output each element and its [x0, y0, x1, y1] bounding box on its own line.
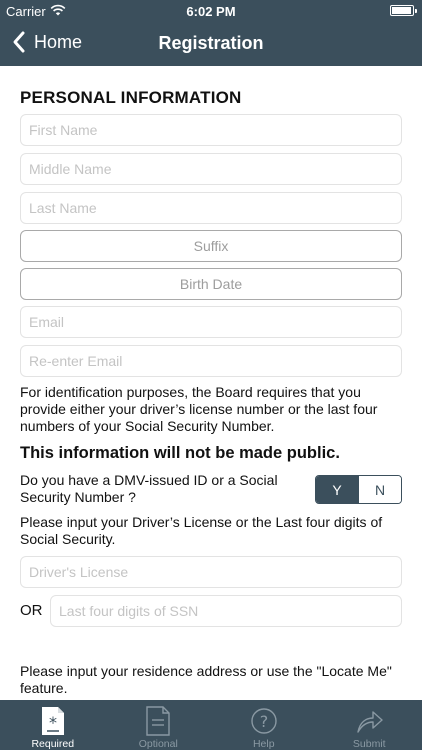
tab-required-label: Required	[31, 738, 75, 750]
tab-help-label: Help	[252, 738, 275, 750]
address-prompt: Please input your residence address or use the "Locate Me" feature.	[20, 663, 392, 696]
tab-submit-label: Submit	[352, 738, 386, 750]
public-notice: This information will not be made public.	[20, 444, 340, 462]
status-bar	[0, 0, 422, 22]
svg-text:*: *	[48, 713, 57, 732]
registration-form	[0, 66, 422, 700]
tab-required[interactable]	[0, 700, 106, 750]
tab-optional-label: Optional	[138, 738, 178, 750]
no-option[interactable]: N	[358, 476, 401, 503]
carrier-label: Carrier	[6, 4, 46, 19]
chevron-left-icon	[10, 30, 30, 54]
drivers-license-input[interactable]	[20, 556, 402, 588]
email-input[interactable]	[20, 306, 402, 338]
ssn-last-four-input[interactable]	[50, 595, 402, 627]
or-label: OR	[20, 602, 43, 619]
first-name-input[interactable]	[20, 114, 402, 146]
identification-notice: For identification purposes, the Board requires that you provide either your driver’s license number or the last four numbers of your Social Security Number.	[20, 384, 378, 434]
submit-arrow-icon	[354, 706, 384, 736]
dmv-yes-no-toggle[interactable]	[315, 475, 402, 504]
navigation-bar	[0, 22, 422, 66]
tab-bar	[0, 700, 422, 750]
section-title: PERSONAL INFORMATION	[20, 88, 242, 107]
tab-optional[interactable]	[106, 700, 212, 750]
license-prompt: Please input your Driver’s License or the Last four digits of Social Security.	[20, 514, 383, 547]
last-name-input[interactable]	[20, 192, 402, 224]
optional-doc-icon	[143, 706, 173, 736]
page-title: Registration	[158, 33, 264, 53]
tab-help[interactable]	[211, 700, 317, 750]
battery-icon	[390, 5, 414, 16]
dmv-question: Do you have a DMV-issued ID or a Social Security Number ?	[20, 472, 278, 505]
clock: 6:02 PM	[186, 4, 236, 19]
suffix-selector[interactable]: Suffix	[20, 230, 402, 262]
yes-option[interactable]: Y	[316, 476, 358, 503]
back-button[interactable]	[10, 30, 82, 54]
help-icon	[249, 706, 279, 736]
birth-date-picker[interactable]: Birth Date	[20, 268, 402, 300]
back-button-label: Home	[34, 31, 83, 52]
reenter-email-input[interactable]	[20, 345, 402, 377]
required-doc-icon	[38, 706, 68, 736]
svg-text:?: ?	[259, 712, 268, 731]
middle-name-input[interactable]	[20, 153, 402, 185]
tab-submit[interactable]	[317, 700, 422, 750]
